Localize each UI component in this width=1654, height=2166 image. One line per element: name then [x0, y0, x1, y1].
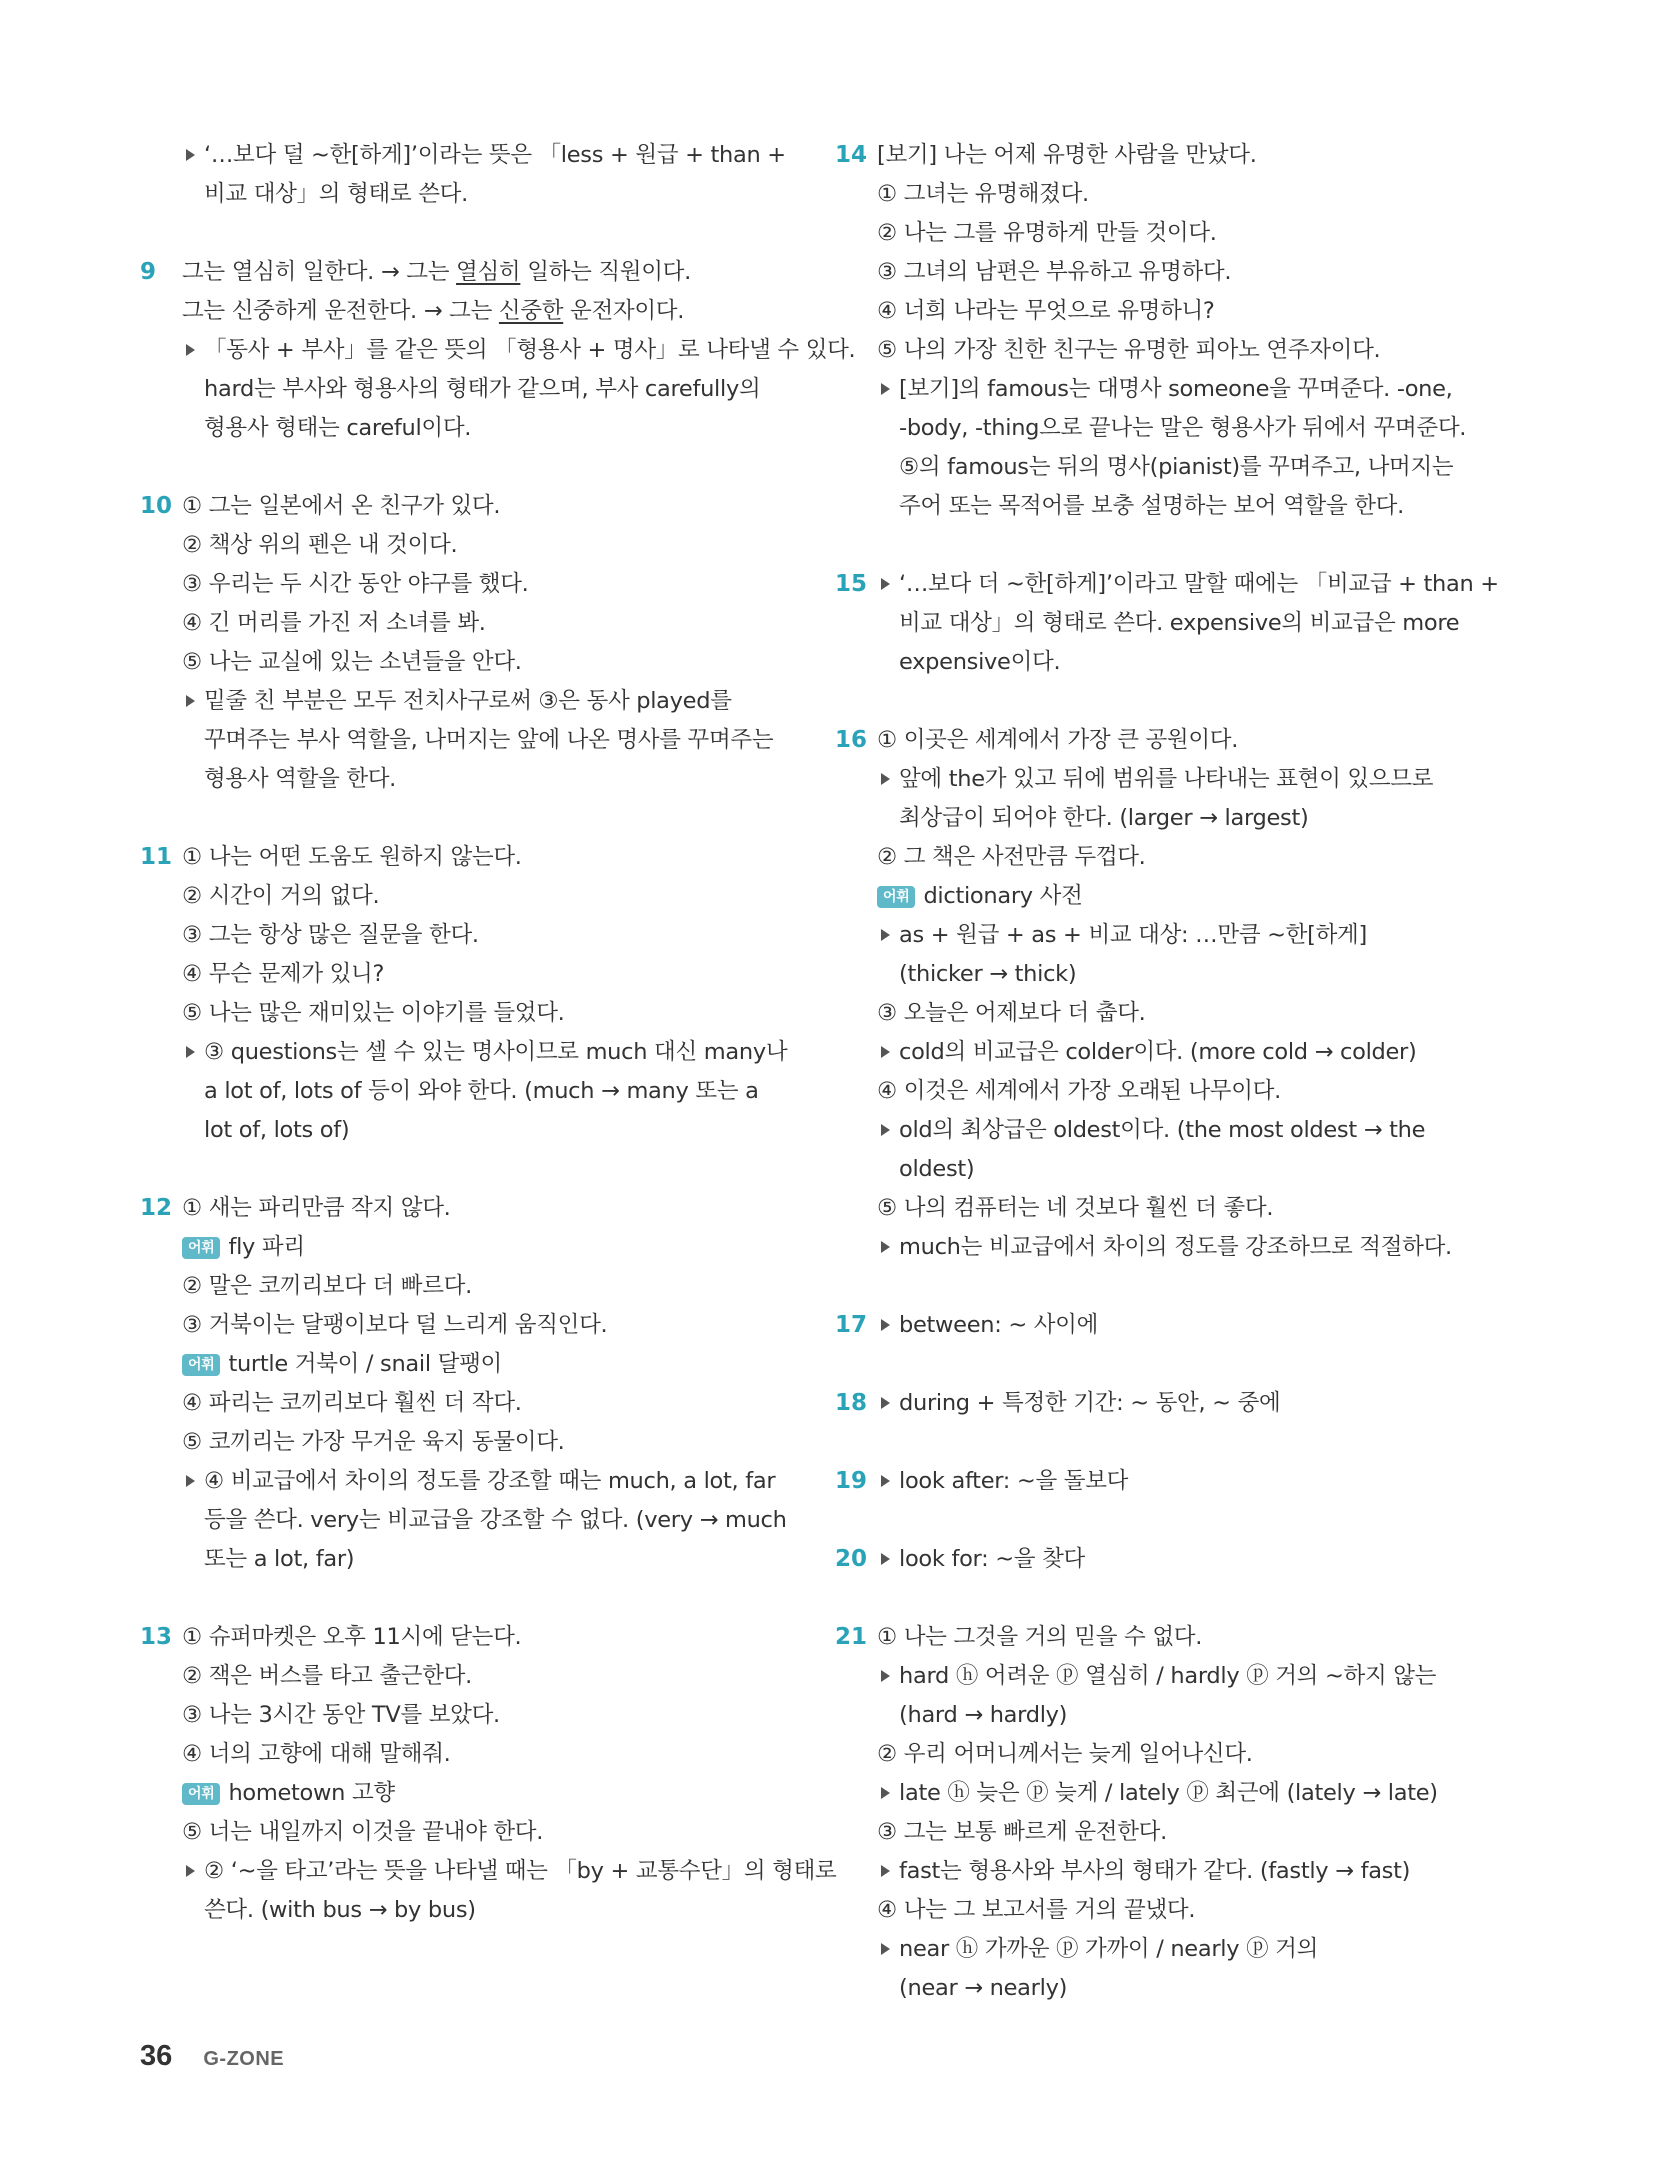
explanation-line: oldest) — [899, 1156, 975, 1182]
explanation-line: 쓴다. (with bus → by bus) — [204, 1897, 476, 1923]
translation-line: ④ 너희 나라는 무엇으로 유명하니? — [877, 298, 1215, 324]
explanation-line: near ⓗ 가까운 ⓟ 가까이 / nearly ⓟ 거의 — [899, 1936, 1319, 1962]
explanation — [877, 760, 1475, 838]
explanation — [877, 1852, 1475, 1891]
translation-line: ③ 거북이는 달팽이보다 덜 느리게 움직인다. — [182, 1312, 608, 1338]
explanation — [877, 1111, 1475, 1189]
explanation-line: old의 최상급은 oldest이다. (the most oldest → the — [899, 1117, 1426, 1143]
explanation — [182, 682, 790, 799]
explanation — [877, 1384, 1475, 1423]
question-number: 12 — [140, 1195, 173, 1221]
explanation-line: (hard → hardly) — [899, 1702, 1068, 1728]
question-number: 19 — [835, 1468, 868, 1494]
explanation-line: expensive이다. — [899, 649, 1061, 675]
explanation — [182, 1033, 790, 1150]
text-segment: 일하는 직원이다. — [520, 259, 691, 285]
translation-line: ① 그녀는 유명해졌다. — [877, 181, 1089, 207]
question-number: 10 — [140, 493, 173, 519]
vocab-badge: 어휘 — [182, 1783, 220, 1805]
explanation-line: 꾸며주는 부사 역할을, 나머지는 앞에 나온 명사를 꾸며주는 — [204, 727, 774, 753]
translation-line: [보기] 나는 어제 유명한 사람을 만났다. — [877, 142, 1257, 168]
translation-line: ④ 무슨 문제가 있니? — [182, 961, 385, 987]
explanation-line: 최상급이 되어야 한다. (larger → largest) — [899, 805, 1309, 831]
translation-line: ⑤ 나의 가장 친한 친구는 유명한 피아노 연주자이다. — [877, 337, 1381, 363]
right-column — [835, 136, 1499, 2047]
explanation-line: ② ‘~을 타고’라는 뜻을 나타낼 때는 「by + 교통수단」의 형태로 — [204, 1858, 837, 1884]
translation-line: ② 책상 위의 펜은 내 것이다. — [182, 532, 458, 558]
translation-line: ① 새는 파리만큼 작지 않다. — [182, 1195, 451, 1221]
translation-line: ③ 그는 보통 빠르게 운전한다. — [877, 1819, 1167, 1845]
vocab-badge: 어휘 — [182, 1237, 220, 1259]
explanation — [877, 1540, 1475, 1579]
explanation — [182, 1852, 837, 1930]
explanation — [877, 916, 1475, 994]
underlined-word: 신중한 — [498, 298, 564, 324]
translation-line: ① 나는 어떤 도움도 원하지 않는다. — [182, 844, 522, 870]
explanation-line: lot of, lots of) — [204, 1117, 350, 1143]
vocab-text: dictionary 사전 — [923, 883, 1083, 909]
translation-line: ③ 나는 3시간 동안 TV를 보았다. — [182, 1702, 500, 1728]
translation-line: ② 그 책은 사전만큼 두껍다. — [877, 844, 1146, 870]
text-segment: 그는 신중하게 운전한다. → 그는 — [182, 298, 499, 324]
explanation — [182, 1462, 790, 1579]
explanation — [877, 370, 1475, 526]
text-segment: 운전자이다. — [563, 298, 685, 324]
vocab-badge: 어휘 — [877, 886, 915, 908]
explanation-line: between: ~ 사이에 — [899, 1312, 1099, 1338]
explanation-line: (near → nearly) — [899, 1975, 1068, 2001]
explanation-line: hard ⓗ 어려운 ⓟ 열심히 / hardly ⓟ 거의 ~하지 않는 — [899, 1663, 1437, 1689]
translation-line: ⑤ 나의 컴퓨터는 네 것보다 훨씬 더 좋다. — [877, 1195, 1274, 1221]
explanation-line: hard는 부사와 형용사의 형태가 같으며, 부사 carefully의 — [204, 376, 761, 402]
explanation — [877, 1657, 1475, 1735]
explanation-line: 앞에 the가 있고 뒤에 범위를 나타내는 표현이 있으므로 — [899, 766, 1434, 792]
answer-18 — [835, 1384, 1475, 1423]
question-number: 13 — [140, 1624, 173, 1650]
explanation-line: cold의 비교급은 colder이다. (more cold → colder) — [899, 1039, 1417, 1065]
explanation-line: ④ 비교급에서 차이의 정도를 강조할 때는 much, a lot, far — [204, 1468, 776, 1494]
question-number: 21 — [835, 1624, 868, 1650]
vocab-text: fly 파리 — [228, 1234, 305, 1260]
vocab-line — [182, 1345, 790, 1384]
explanation-line: look for: ~을 찾다 — [899, 1546, 1085, 1572]
explanation-line: look after: ~을 돌보다 — [899, 1468, 1129, 1494]
translation-line: ② 우리 어머니께서는 늦게 일어나신다. — [877, 1741, 1253, 1767]
vocab-line — [877, 877, 1475, 916]
explanation-line: [보기]의 famous는 대명사 someone을 꾸며준다. -one, — [899, 376, 1453, 402]
answer-19 — [835, 1462, 1475, 1501]
answer-16 — [835, 721, 1475, 1267]
answer-14 — [835, 136, 1475, 526]
explanation-line: 또는 a lot, far) — [204, 1546, 355, 1572]
intro-explanation — [140, 136, 790, 214]
explanation-line: (thicker → thick) — [899, 961, 1077, 987]
explanation — [877, 1462, 1475, 1501]
explanation-line: as + 원급 + as + 비교 대상: …만큼 ~한[하게] — [899, 922, 1367, 948]
translation-line: ③ 우리는 두 시간 동안 야구를 했다. — [182, 571, 529, 597]
translation-line: ⑤ 코끼리는 가장 무거운 육지 동물이다. — [182, 1429, 565, 1455]
translation-line: ④ 긴 머리를 가진 저 소녀를 봐. — [182, 610, 486, 636]
page-number: 36 — [140, 2040, 173, 2072]
explanation-line: 비교 대상」의 형태로 쓴다. — [204, 181, 468, 207]
explanation-line: 「동사 + 부사」를 같은 뜻의 「형용사 + 명사」로 나타낼 수 있다. — [204, 337, 856, 363]
translation-line: ② 말은 코끼리보다 더 빠르다. — [182, 1273, 472, 1299]
explanation — [182, 136, 790, 214]
explanation-line: late ⓗ 늦은 ⓟ 늦게 / lately ⓟ 최근에 (lately → late) — [899, 1780, 1438, 1806]
explanation-line: a lot of, lots of 등이 와야 한다. (much → many 또는 a — [204, 1078, 759, 1104]
explanation-line: 등을 쓴다. very는 비교급을 강조할 수 없다. (very → much — [204, 1507, 787, 1533]
translation-line: ① 나는 그것을 거의 믿을 수 없다. — [877, 1624, 1203, 1650]
vocab-badge: 어휘 — [182, 1354, 220, 1376]
question-number: 15 — [835, 571, 868, 597]
explanation-line: ‘…보다 덜 ~한[하게]’이라는 뜻은 「less + 원급 + than + — [204, 142, 786, 168]
explanation-line: much는 비교급에서 차이의 정도를 강조하므로 적절하다. — [899, 1234, 1452, 1260]
translation-line: ② 나는 그를 유명하게 만들 것이다. — [877, 220, 1217, 246]
question-number: 16 — [835, 727, 868, 753]
question-number: 18 — [835, 1390, 868, 1416]
explanation — [182, 331, 856, 448]
answer-12 — [140, 1189, 790, 1579]
translation-line: ⑤ 나는 교실에 있는 소년들을 안다. — [182, 649, 522, 675]
question-number: 14 — [835, 142, 868, 168]
translation-line: ③ 그는 항상 많은 질문을 한다. — [182, 922, 479, 948]
question-number: 9 — [140, 259, 157, 285]
answer-17 — [835, 1306, 1475, 1345]
page-footer — [140, 2036, 284, 2079]
underlined-word: 열심히 — [456, 259, 521, 285]
explanation — [877, 1306, 1475, 1345]
translation-line: ② 잭은 버스를 타고 출근한다. — [182, 1663, 472, 1689]
text-segment: 그는 열심히 일한다. → 그는 — [182, 259, 457, 285]
explanation-line: 비교 대상」의 형태로 쓴다. expensive의 비교급은 more — [899, 610, 1460, 636]
vocab-text: turtle 거북이 / snail 달팽이 — [228, 1351, 502, 1377]
explanation — [877, 1930, 1475, 2008]
answer-20 — [835, 1540, 1475, 1579]
translation-line: ⑤ 너는 내일까지 이것을 끝내야 한다. — [182, 1819, 544, 1845]
translation-line: ④ 이것은 세계에서 가장 오래된 나무이다. — [877, 1078, 1281, 1104]
answer-15 — [835, 565, 1499, 682]
explanation-line: ‘…보다 더 ~한[하게]’이라고 말할 때에는 「비교급 + than + — [899, 571, 1499, 597]
translation-line: ⑤ 나는 많은 재미있는 이야기를 들었다. — [182, 1000, 565, 1026]
vocab-text: hometown 고향 — [228, 1780, 395, 1806]
explanation — [877, 1228, 1475, 1267]
answer-9 — [140, 253, 856, 448]
vocab-line — [182, 1774, 790, 1813]
answer-10 — [140, 487, 790, 799]
answer-21 — [835, 1618, 1475, 2008]
vocab-line — [182, 1228, 790, 1267]
translation-line: ② 시간이 거의 없다. — [182, 883, 380, 909]
explanation — [877, 1033, 1475, 1072]
translation-line — [182, 292, 790, 331]
question-number: 11 — [140, 844, 173, 870]
explanation-line: 밑줄 친 부분은 모두 전치사구로써 ③은 동사 played를 — [204, 688, 732, 714]
translation-line: ① 슈퍼마켓은 오후 11시에 닫는다. — [182, 1624, 522, 1650]
brand-name: G-ZONE — [203, 2048, 285, 2070]
translation-line: ④ 나는 그 보고서를 거의 끝냈다. — [877, 1897, 1196, 1923]
translation-line: ④ 너의 고향에 대해 말해줘. — [182, 1741, 451, 1767]
explanation-line: 형용사 역할을 한다. — [204, 766, 397, 792]
translation-line — [182, 253, 790, 292]
explanation-line: ③ questions는 셀 수 있는 명사이므로 much 대신 many나 — [204, 1039, 788, 1065]
explanation — [877, 1774, 1475, 1813]
translation-line: ③ 오늘은 어제보다 더 춥다. — [877, 1000, 1146, 1026]
question-number: 17 — [835, 1312, 868, 1338]
translation-line: ① 이곳은 세계에서 가장 큰 공원이다. — [877, 727, 1239, 753]
translation-line: ④ 파리는 코끼리보다 훨씬 더 작다. — [182, 1390, 522, 1416]
explanation-line: during + 특정한 기간: ~ 동안, ~ 중에 — [899, 1390, 1281, 1416]
explanation-line: ⑤의 famous는 뒤의 명사(pianist)를 꾸며주고, 나머지는 — [899, 454, 1454, 480]
answer-11 — [140, 838, 790, 1150]
explanation-line: 주어 또는 목적어를 보충 설명하는 보어 역할을 한다. — [899, 493, 1404, 519]
explanation-line: -body, -thing으로 끝나는 말은 형용사가 뒤에서 꾸며준다. — [899, 415, 1467, 441]
explanation — [877, 565, 1499, 682]
answer-13 — [140, 1618, 837, 1930]
explanation-line: 형용사 형태는 careful이다. — [204, 415, 472, 441]
question-number: 20 — [835, 1546, 868, 1572]
translation-line: ③ 그녀의 남편은 부유하고 유명하다. — [877, 259, 1232, 285]
translation-line: ① 그는 일본에서 온 친구가 있다. — [182, 493, 501, 519]
explanation-line: fast는 형용사와 부사의 형태가 같다. (fastly → fast) — [899, 1858, 1411, 1884]
